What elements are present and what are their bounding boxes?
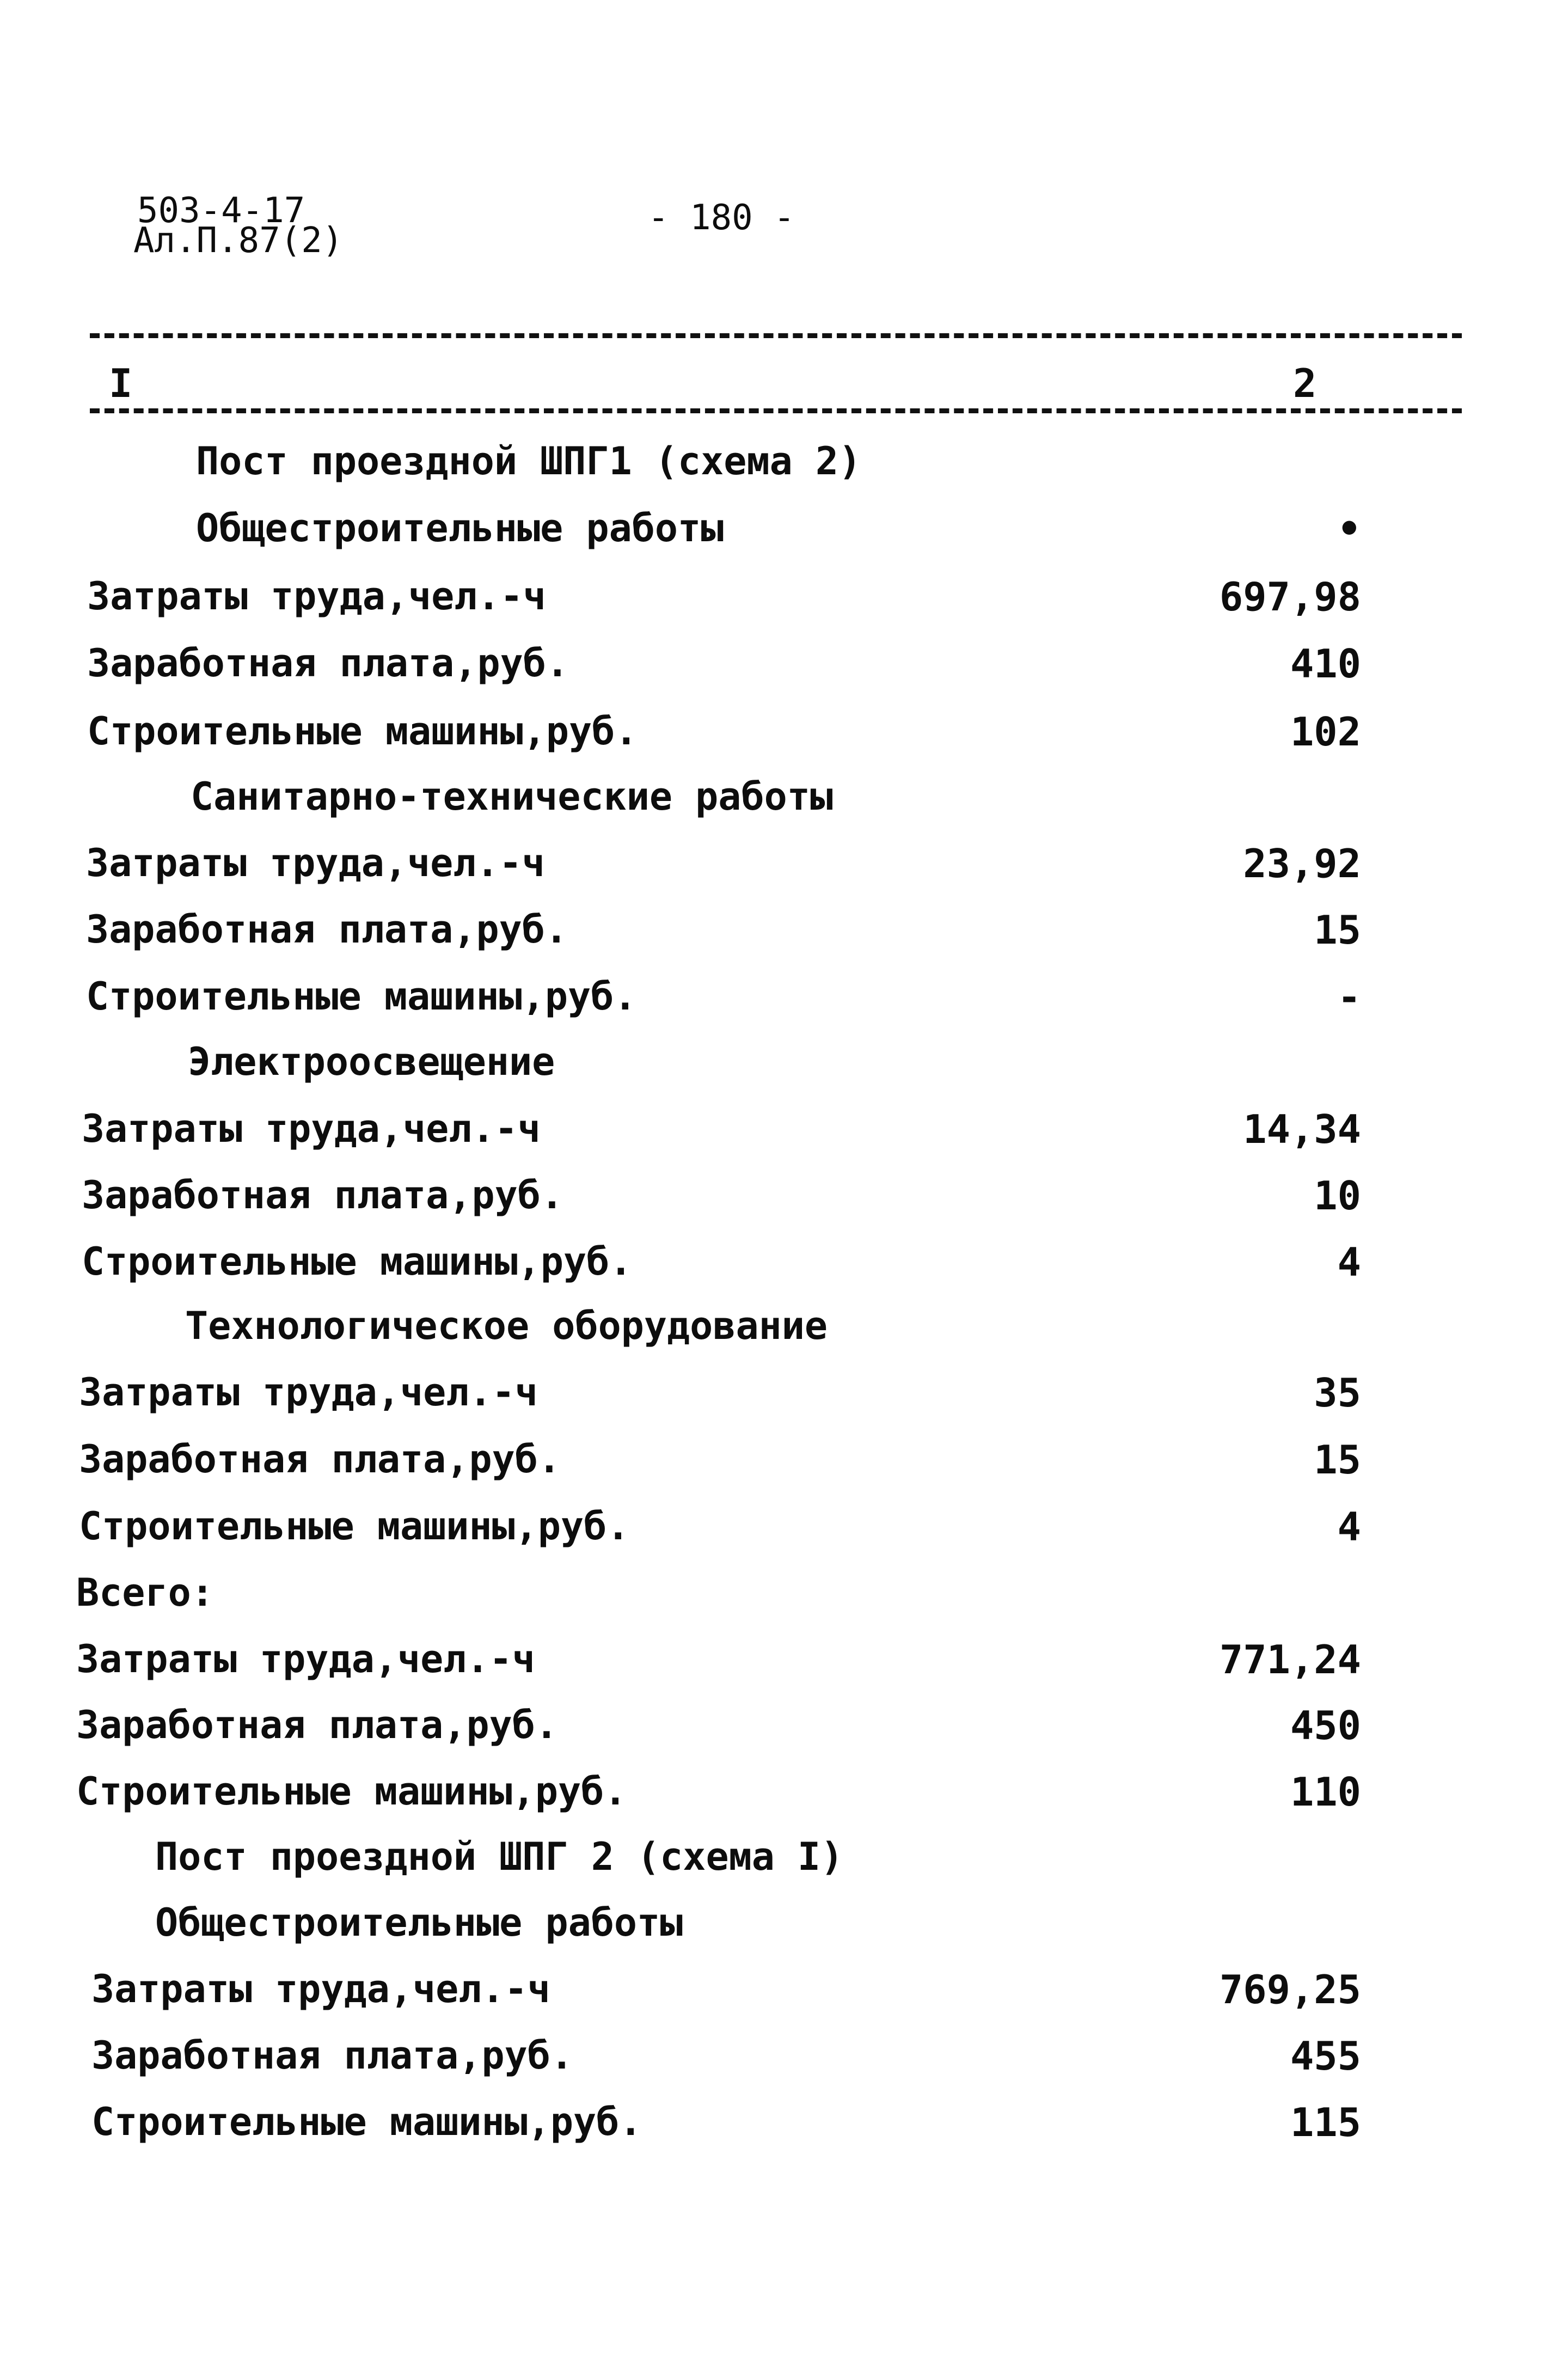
post-2-title: Пост проездной ШПГ 2 (схема I) xyxy=(155,1834,844,1879)
wages-label-4: Заработная плата,руб. xyxy=(79,1437,561,1482)
post-1-title: Пост проездной ШПГ1 (схема 2) xyxy=(196,439,862,484)
document-code: 503-4-17 xyxy=(137,191,305,231)
wages-value-3: 10 xyxy=(1314,1173,1361,1219)
table-top-rule xyxy=(90,333,1462,338)
section-tech-equipment: Технологическое оборудование xyxy=(185,1304,828,1348)
labor-label-3: Затраты труда,чел.-ч xyxy=(82,1106,541,1151)
wages-value-2: 15 xyxy=(1314,907,1361,953)
wages-total-label: Заработная плата,руб. xyxy=(76,1703,559,1747)
machines-value-4: 4 xyxy=(1337,1504,1361,1550)
labor-value-3: 14,34 xyxy=(1243,1106,1361,1152)
wages-label-1: Заработная плата,руб. xyxy=(87,641,569,686)
machines-value-1: 102 xyxy=(1290,709,1361,755)
labor-value-5: 769,25 xyxy=(1219,1967,1361,2012)
wages-label-2: Заработная плата,руб. xyxy=(86,907,568,952)
wages-value-1: 410 xyxy=(1290,641,1361,687)
column-1-header: I xyxy=(109,360,133,406)
total-label: Всего: xyxy=(76,1570,214,1615)
labor-value-2: 23,92 xyxy=(1243,841,1361,886)
machines-total-value: 110 xyxy=(1290,1769,1361,1815)
section-electric-lighting: Электроосвещение xyxy=(188,1039,555,1084)
machines-total-label: Строительные машины,руб. xyxy=(76,1769,627,1814)
section-general-works: Общестроительные работы xyxy=(196,506,724,550)
machines-value-2: - xyxy=(1337,974,1361,1020)
section-sanitary-works: Санитарно-технические работы xyxy=(191,774,834,819)
wages-value-4: 15 xyxy=(1314,1437,1361,1483)
labor-label-5: Затраты труда,чел.-ч xyxy=(91,1967,550,2011)
machines-label-3: Строительные машины,руб. xyxy=(82,1239,633,1284)
general-works-marker: • xyxy=(1337,506,1361,552)
page-number: - 180 - xyxy=(648,198,795,238)
labor-value-1: 697,98 xyxy=(1219,574,1361,620)
labor-total-value: 771,24 xyxy=(1219,1637,1361,1682)
machines-label-4: Строительные машины,руб. xyxy=(79,1504,630,1549)
wages-label-5: Заработная плата,руб. xyxy=(91,2033,574,2078)
machines-label-1: Строительные машины,руб. xyxy=(87,709,638,754)
machines-value-5: 115 xyxy=(1290,2100,1361,2145)
album-number: Ал.П.87(2) xyxy=(133,221,344,261)
labor-label-1: Затраты труда,чел.-ч xyxy=(87,574,546,619)
table-header-rule xyxy=(90,408,1462,413)
machines-label-5: Строительные машины,руб. xyxy=(91,2100,642,2144)
column-2-header: 2 xyxy=(1293,360,1317,406)
labor-value-4: 35 xyxy=(1314,1370,1361,1416)
section-general-works-2: Общестроительные работы xyxy=(155,1900,683,1945)
wages-label-3: Заработная плата,руб. xyxy=(82,1173,564,1217)
wages-total-value: 450 xyxy=(1290,1703,1361,1748)
labor-label-4: Затраты труда,чел.-ч xyxy=(79,1370,538,1415)
machines-value-3: 4 xyxy=(1337,1239,1361,1285)
labor-label-2: Затраты труда,чел.-ч xyxy=(86,841,545,885)
wages-value-5: 455 xyxy=(1290,2033,1361,2079)
machines-label-2: Строительные машины,руб. xyxy=(86,974,637,1019)
labor-total-label: Затраты труда,чел.-ч xyxy=(76,1637,535,1681)
